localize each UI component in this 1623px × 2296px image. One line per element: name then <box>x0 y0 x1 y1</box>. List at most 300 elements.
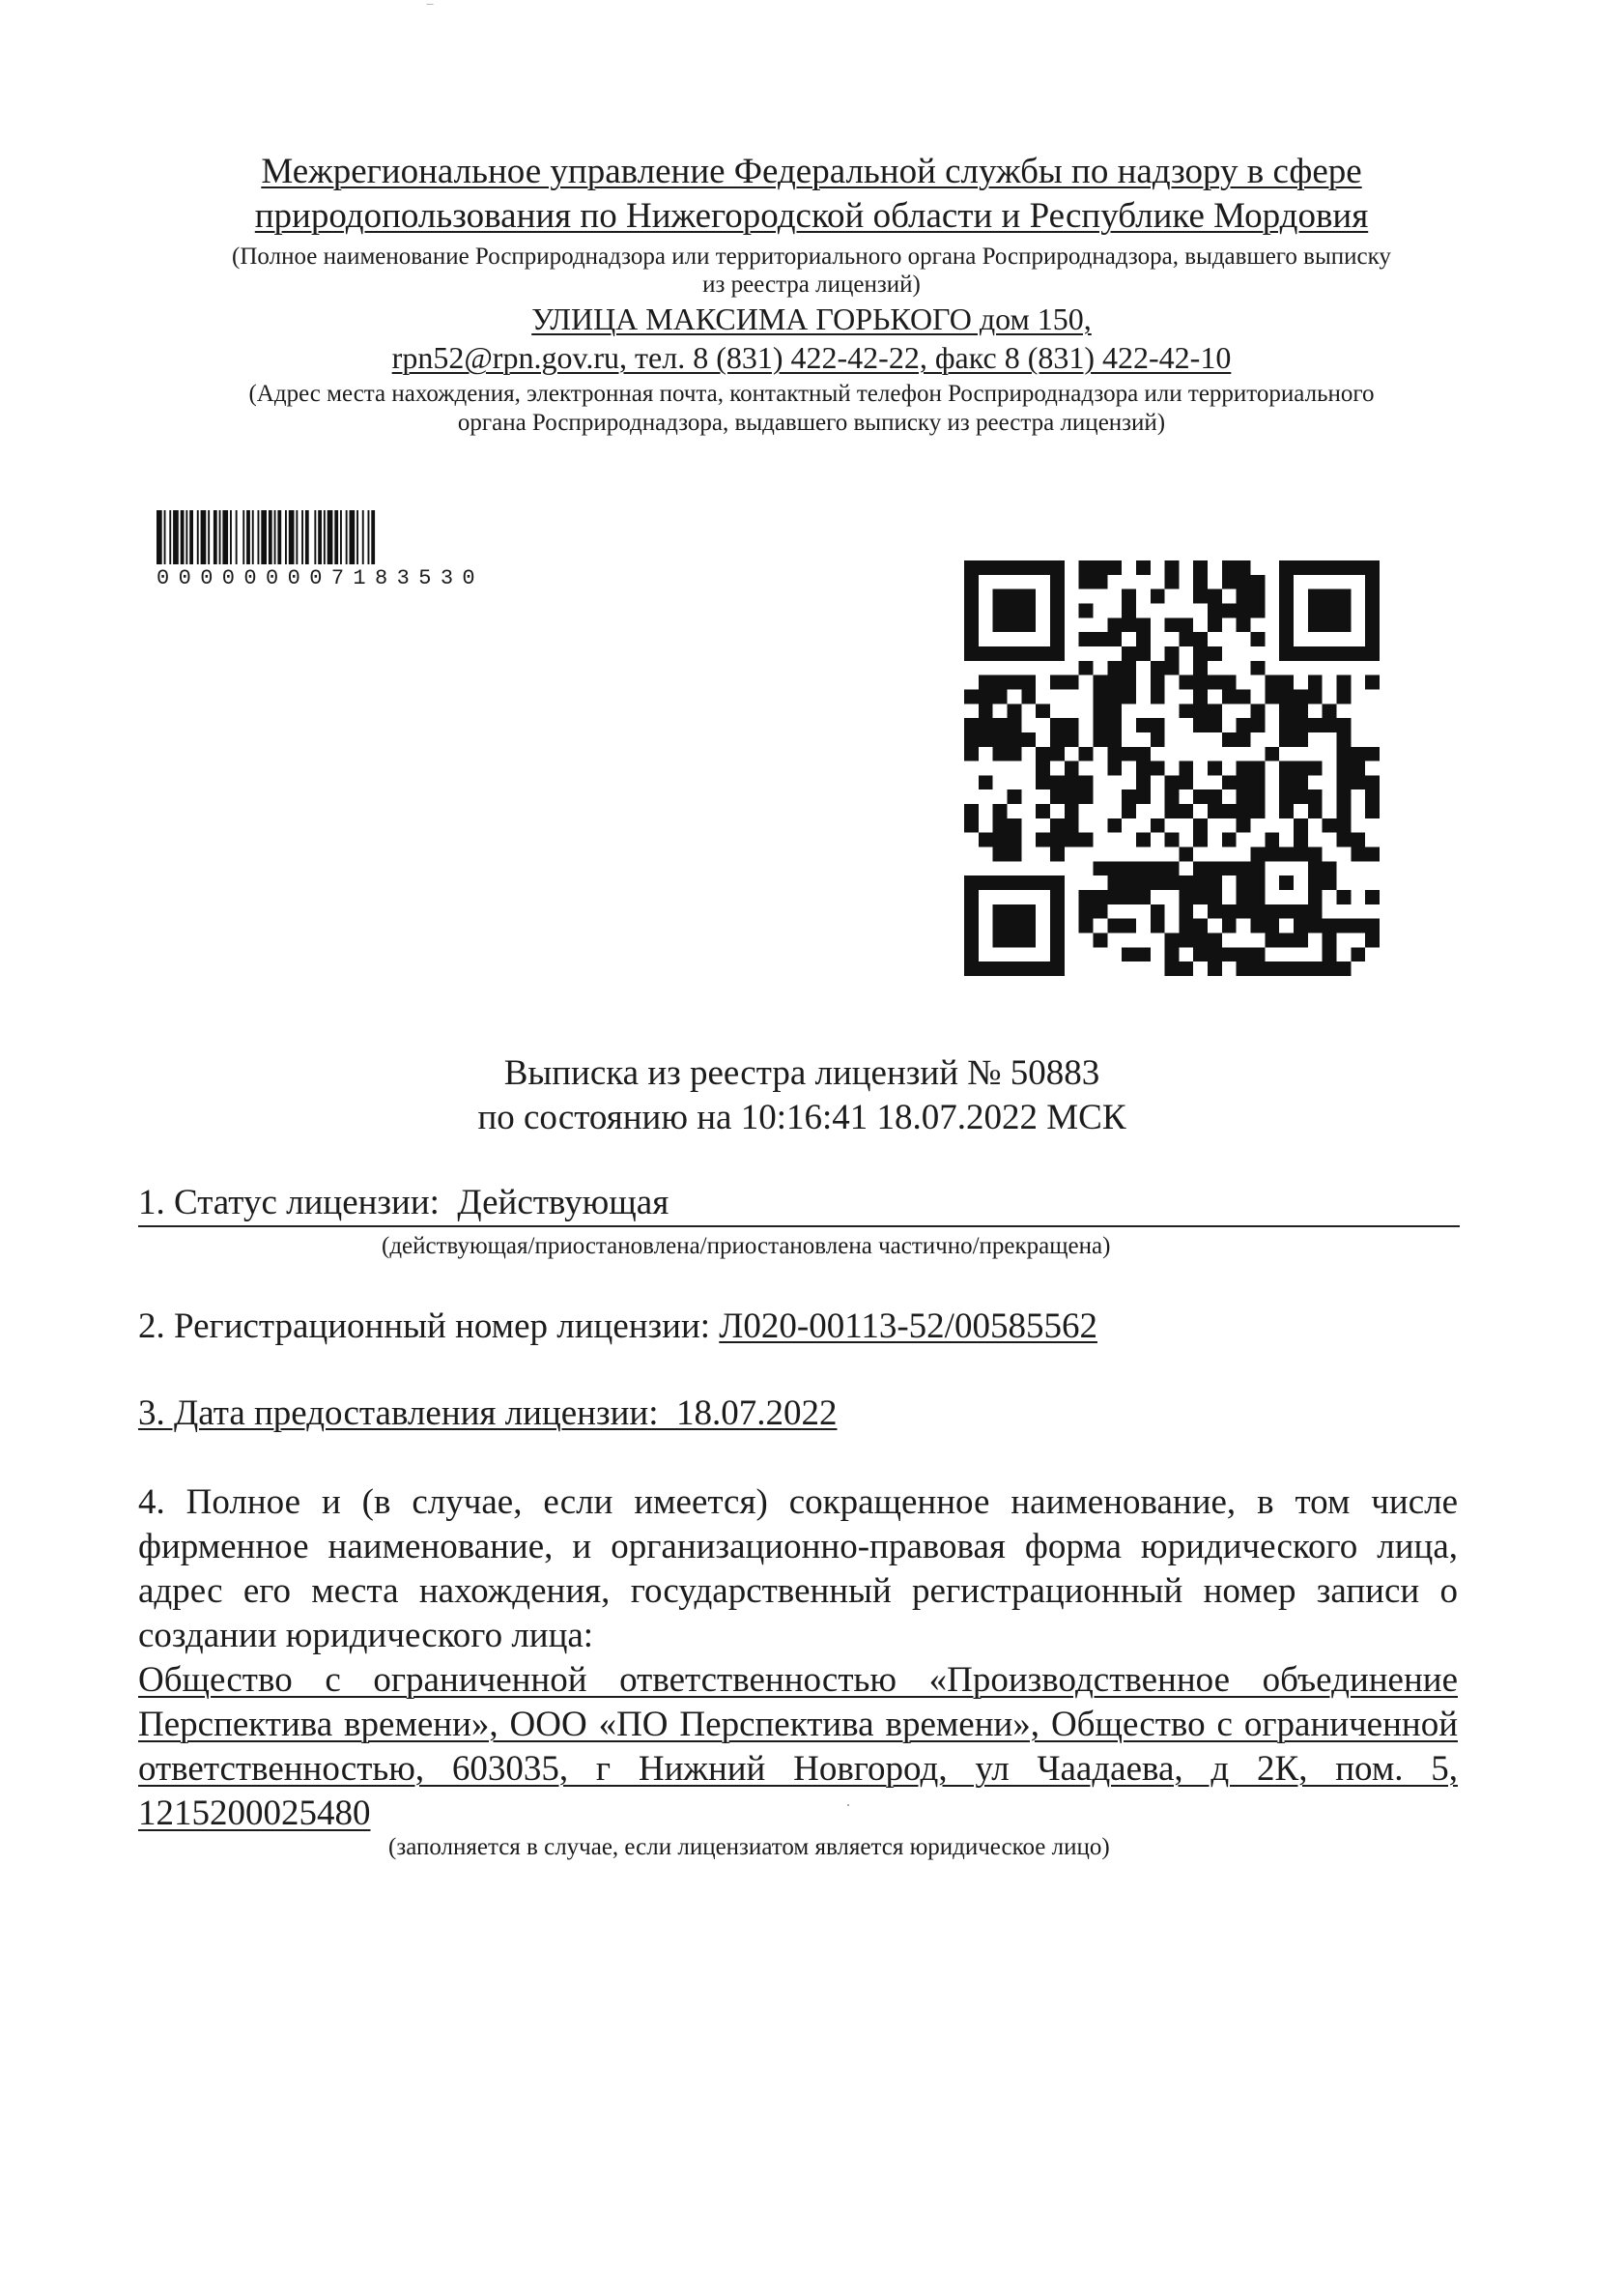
qr-module <box>1193 689 1208 703</box>
barcode-bar <box>350 510 356 564</box>
qr-module <box>1237 789 1251 804</box>
qr-module <box>1079 560 1094 575</box>
qr-module <box>1151 861 1165 875</box>
qr-module <box>1237 961 1251 976</box>
qr-module <box>1193 833 1208 847</box>
qr-module <box>1208 761 1222 776</box>
status-value: Действующая <box>457 1183 669 1222</box>
qr-module <box>1237 804 1251 818</box>
qr-module <box>1237 732 1251 747</box>
qr-module <box>993 589 1036 632</box>
qr-module <box>1079 890 1094 904</box>
qr-module <box>1093 575 1107 589</box>
qr-module <box>1179 675 1193 690</box>
address-hint-line1: (Адрес места нахождения, электронная почта, контактный телефон Росприроднадзора или территориального <box>248 381 1375 407</box>
qr-module <box>1165 861 1180 875</box>
qr-module <box>1208 675 1222 690</box>
qr-module <box>1050 675 1065 690</box>
qr-module <box>1036 833 1050 847</box>
qr-module <box>1208 804 1222 818</box>
qr-module <box>1351 947 1365 961</box>
qr-module <box>993 818 1008 833</box>
qr-module <box>1179 933 1193 948</box>
qr-module <box>1165 804 1180 818</box>
qr-module <box>1007 818 1021 833</box>
qr-module <box>1065 718 1079 732</box>
status-label: 1. Статус лицензии: <box>138 1183 440 1222</box>
qr-module <box>1007 847 1021 862</box>
qr-module <box>1107 761 1122 776</box>
qr-module <box>1093 732 1107 747</box>
qr-code-graphic <box>964 560 1380 976</box>
qr-module <box>1179 847 1193 862</box>
qr-module <box>1079 575 1094 589</box>
qr-module <box>1151 661 1165 675</box>
date-field <box>138 1392 837 1436</box>
qr-module <box>1122 804 1136 818</box>
qr-module <box>1337 718 1352 732</box>
issuer-address-line1: УЛИЦА МАКСИМА ГОРЬКОГО дом 150, <box>531 301 1092 336</box>
barcode-bar <box>334 510 338 564</box>
qr-module <box>1122 919 1136 933</box>
qr-module <box>993 747 1008 761</box>
qr-module <box>1065 833 1079 847</box>
qr-module <box>1251 589 1266 604</box>
qr-module <box>1337 789 1352 804</box>
qr-module <box>1308 718 1323 732</box>
qr-module <box>1136 646 1151 661</box>
qr-module <box>1107 675 1122 690</box>
date-label: 3. Дата предоставления лицензии: <box>138 1393 659 1433</box>
qr-module <box>1065 775 1079 789</box>
qr-module <box>1265 833 1279 847</box>
barcode-bar <box>242 510 244 564</box>
barcode-bar <box>173 510 179 564</box>
barcode-bar <box>181 510 185 564</box>
scan-speck: · <box>845 1795 851 1815</box>
qr-module <box>1179 890 1193 904</box>
qr-module <box>1193 589 1208 604</box>
qr-module <box>1136 718 1151 732</box>
qr-module <box>979 703 993 718</box>
qr-module <box>1323 861 1337 875</box>
qr-module <box>1136 775 1151 789</box>
qr-module <box>1222 947 1237 961</box>
qr-module <box>1265 747 1279 761</box>
qr-module <box>1265 933 1279 948</box>
qr-module <box>1294 689 1308 703</box>
qr-module <box>1279 875 1294 890</box>
barcode-bar <box>219 510 221 564</box>
barcode-bar <box>230 510 232 564</box>
barcode-bar <box>305 510 309 564</box>
qr-module <box>1308 761 1323 776</box>
barcode-bar <box>362 510 364 564</box>
item4-value: Общество с ограниченной ответственностью «Производственное объединение Перспектива времени», ООО «ПО Перспектива времени», Общество с ограниченной ответственностью, 603035, г Нижний Новгород, ул Чаадаева, д 2К, пом. 5, 1215200025480 <box>138 1660 1458 1833</box>
qr-module <box>1222 732 1237 747</box>
barcode-bars <box>157 510 541 564</box>
qr-module <box>1337 747 1352 761</box>
qr-module <box>1208 875 1222 890</box>
qr-module <box>1337 689 1352 703</box>
qr-module <box>979 675 993 690</box>
qr-module <box>964 818 979 833</box>
barcode-bar <box>246 510 250 564</box>
qr-module <box>1151 761 1165 776</box>
qr-module <box>1065 804 1079 818</box>
qr-module <box>1165 575 1180 589</box>
qr-module <box>1151 675 1165 690</box>
barcode-bar <box>258 510 260 564</box>
qr-module <box>1251 603 1266 617</box>
barcode-bar <box>371 510 375 564</box>
qr-module <box>1208 589 1222 604</box>
qr-module <box>1107 732 1122 747</box>
qr-module <box>1179 703 1193 718</box>
qr-module <box>1208 861 1222 875</box>
barcode-bar <box>214 510 217 564</box>
qr-module <box>1079 747 1094 761</box>
qr-module <box>1251 632 1266 646</box>
barcode-bar <box>324 510 326 564</box>
status-underline <box>138 1225 1460 1227</box>
qr-module <box>1237 718 1251 732</box>
qr-module <box>1136 890 1151 904</box>
barcode-bar <box>277 510 281 564</box>
qr-module <box>1050 818 1065 833</box>
qr-module <box>1351 919 1365 933</box>
barcode-bar <box>327 510 333 564</box>
qr-module <box>1093 689 1107 703</box>
qr-module <box>1151 904 1165 919</box>
qr-module <box>1165 646 1180 661</box>
qr-module <box>1222 919 1237 933</box>
qr-module <box>1279 675 1294 690</box>
qr-module <box>1251 919 1266 933</box>
qr-module <box>1323 919 1337 933</box>
barcode-number: 000000007183530 <box>157 566 485 590</box>
barcode-bar <box>269 510 272 564</box>
qr-module <box>1122 646 1136 661</box>
qr-module <box>1151 732 1165 747</box>
qr-module <box>1365 675 1380 690</box>
status-field <box>138 1181 669 1225</box>
qr-module <box>1065 732 1079 747</box>
issuer-name-line2: природопользования по Нижегородской области и Республике Мордовия <box>254 196 1369 236</box>
qr-module <box>1093 632 1107 646</box>
barcode-bar <box>261 510 267 564</box>
qr-module <box>1222 904 1237 919</box>
qr-module <box>1136 747 1151 761</box>
qr-module <box>993 833 1008 847</box>
qr-module <box>1193 575 1208 589</box>
qr-module <box>1107 875 1122 890</box>
qr-module <box>964 732 979 747</box>
qr-module <box>1093 703 1107 718</box>
qr-module <box>964 718 979 732</box>
barcode-bar <box>301 510 303 564</box>
qr-module <box>1337 961 1352 976</box>
qr-module <box>1308 961 1323 976</box>
qr-module <box>1237 775 1251 789</box>
qr-module <box>1222 775 1237 789</box>
qr-module <box>1323 818 1337 833</box>
qr-module <box>964 804 979 818</box>
qr-module <box>1351 847 1365 862</box>
qr-module <box>1294 919 1308 933</box>
qr-module <box>1079 603 1094 617</box>
qr-module <box>1093 718 1107 732</box>
barcode-bar <box>157 510 162 564</box>
barcode-bar <box>169 510 171 564</box>
qr-module <box>1251 789 1266 804</box>
qr-module <box>1179 775 1193 789</box>
qr-module <box>1251 804 1266 818</box>
qr-module <box>1122 789 1136 804</box>
qr-module <box>993 732 1008 747</box>
qr-module <box>1294 703 1308 718</box>
qr-module <box>1036 775 1050 789</box>
qr-module <box>1323 703 1337 718</box>
qr-module <box>1193 818 1208 833</box>
qr-module <box>1165 947 1180 961</box>
qr-module <box>1179 904 1193 919</box>
qr-module <box>1208 904 1222 919</box>
qr-module <box>1007 732 1021 747</box>
qr-module <box>1107 703 1122 718</box>
barcode <box>157 510 543 590</box>
qr-module <box>1122 875 1136 890</box>
barcode-bar <box>318 510 322 564</box>
qr-module <box>1007 789 1021 804</box>
qr-module <box>1337 732 1352 747</box>
qr-module <box>1251 961 1266 976</box>
qr-module <box>1251 575 1266 589</box>
qr-module <box>1365 919 1380 933</box>
qr-module <box>1136 789 1151 804</box>
qr-module <box>1136 560 1151 575</box>
qr-module <box>1136 761 1151 776</box>
qr-module <box>1065 761 1079 776</box>
qr-module <box>1050 747 1065 761</box>
qr-module <box>1165 875 1180 890</box>
qr-module <box>1323 947 1337 961</box>
qr-module <box>1193 646 1208 661</box>
qr-module <box>1251 775 1266 789</box>
qr-module <box>1337 890 1352 904</box>
qr-module <box>1208 961 1222 976</box>
qr-module <box>1308 804 1323 818</box>
qr-module <box>1237 890 1251 904</box>
qr-module <box>1036 747 1050 761</box>
qr-module <box>1107 617 1122 632</box>
regnum-label: 2. Регистрационный номер лицензии: <box>138 1306 711 1346</box>
qr-module <box>1208 703 1222 718</box>
qr-module <box>1165 661 1180 675</box>
qr-module <box>1237 761 1251 776</box>
qr-module <box>1294 732 1308 747</box>
qr-module <box>1323 961 1337 976</box>
qr-module <box>1279 933 1294 948</box>
qr-module <box>1107 661 1122 675</box>
qr-module <box>1122 947 1136 961</box>
qr-module <box>1265 675 1279 690</box>
barcode-bar <box>185 510 187 564</box>
qr-module <box>1208 718 1222 732</box>
qr-module <box>1222 833 1237 847</box>
qr-module <box>1251 761 1266 776</box>
qr-module <box>1208 947 1222 961</box>
qr-module <box>1222 689 1237 703</box>
barcode-bar <box>274 510 276 564</box>
qr-module <box>1337 919 1352 933</box>
qr-module <box>1179 761 1193 776</box>
qr-module <box>1093 904 1107 919</box>
qr-module <box>1365 775 1380 789</box>
qr-module <box>1337 833 1352 847</box>
qr-module <box>1093 861 1107 875</box>
barcode-bar <box>296 510 298 564</box>
qr-module <box>979 689 993 703</box>
date-value: 18.07.2022 <box>675 1393 838 1433</box>
qr-module <box>1251 703 1266 718</box>
qr-module <box>1093 933 1107 948</box>
qr-module <box>1365 933 1380 948</box>
qr-module <box>1193 919 1208 933</box>
qr-module <box>1036 703 1050 718</box>
qr-module <box>1222 804 1237 818</box>
qr-module <box>1365 847 1380 862</box>
qr-module <box>1193 861 1208 875</box>
qr-module <box>1337 804 1352 818</box>
qr-module <box>1351 747 1365 761</box>
qr-module <box>1165 789 1180 804</box>
qr-module <box>1151 919 1165 933</box>
barcode-bar <box>208 510 210 564</box>
qr-module <box>1294 818 1308 833</box>
qr-module <box>1050 833 1065 847</box>
qr-module <box>1351 761 1365 776</box>
scan-speck: ‾ <box>427 2 433 21</box>
issuer-hint-line1: (Полное наименование Росприроднадзора или территориального органа Росприроднадзора, выдавшего выписку <box>232 244 1391 270</box>
qr-module <box>1007 718 1021 732</box>
item4-description: 4. Полное и (в случае, если имеется) сокращенное наименование, в том числе фирменное наименование, и организационно-правовая форма юридического лица, адрес его места нахождения, государственный регистрационный номер записи о создании юридического лица: <box>138 1482 1458 1655</box>
barcode-bar <box>340 510 342 564</box>
qr-module <box>1222 575 1237 589</box>
qr-module <box>1122 675 1136 690</box>
qr-module <box>1122 689 1136 703</box>
qr-module <box>1107 890 1122 904</box>
qr-module <box>1179 961 1193 976</box>
qr-module <box>1208 646 1222 661</box>
qr-module <box>979 775 993 789</box>
qr-module <box>1193 703 1208 718</box>
qr-module <box>1079 789 1094 804</box>
qr-module <box>1337 818 1352 833</box>
qr-module <box>1122 661 1136 675</box>
qr-module <box>1279 761 1294 776</box>
qr-module <box>1122 890 1136 904</box>
qr-module <box>1365 804 1380 818</box>
qr-module <box>1308 919 1323 933</box>
qr-module <box>1050 732 1065 747</box>
qr-module <box>1237 904 1251 919</box>
qr-module <box>1122 861 1136 875</box>
qr-module <box>1151 718 1165 732</box>
extract-state-date: по состоянию на 10:16:41 18.07.2022 МСК <box>477 1098 1126 1137</box>
qr-module <box>1079 775 1094 789</box>
barcode-bar <box>197 510 199 564</box>
qr-module <box>1279 789 1294 804</box>
qr-module <box>1036 761 1050 776</box>
qr-module <box>1193 933 1208 948</box>
qr-module <box>1107 861 1122 875</box>
barcode-bar <box>356 510 358 564</box>
qr-module <box>979 732 993 747</box>
qr-module <box>1136 833 1151 847</box>
qr-module <box>1050 789 1065 804</box>
qr-module <box>1279 961 1294 976</box>
qr-module <box>1193 560 1208 575</box>
qr-module <box>1122 747 1136 761</box>
qr-module <box>1165 560 1180 575</box>
qr-module <box>1136 617 1151 632</box>
qr-module <box>1308 689 1323 703</box>
qr-module <box>1151 589 1165 604</box>
status-hint: (действующая/приостановлена/приостановлена частично/прекращена) <box>382 1233 1111 1259</box>
qr-module <box>1165 961 1180 976</box>
qr-module <box>1107 689 1122 703</box>
barcode-bar <box>164 510 166 564</box>
qr-module <box>1351 833 1365 847</box>
qr-module <box>1365 890 1380 904</box>
issuer-hint-line2: из реестра лицензий) <box>702 272 921 298</box>
qr-module <box>993 675 1008 690</box>
qr-module <box>1136 632 1151 646</box>
qr-module <box>1237 861 1251 875</box>
barcode-bar <box>222 510 228 564</box>
qr-module <box>1237 575 1251 589</box>
qr-module <box>1179 632 1193 646</box>
qr-module <box>1237 589 1251 604</box>
qr-module <box>1093 890 1107 904</box>
qr-module <box>1323 718 1337 732</box>
qr-module <box>1165 617 1180 632</box>
qr-module <box>1208 890 1222 904</box>
qr-module <box>993 718 1008 732</box>
qr-module <box>1065 818 1079 833</box>
qr-module <box>1237 818 1251 833</box>
qr-module <box>1179 617 1193 632</box>
barcode-bar <box>314 510 316 564</box>
qr-module <box>1079 919 1094 933</box>
qr-module <box>1079 661 1094 675</box>
qr-module <box>1065 675 1079 690</box>
qr-module <box>1193 661 1208 675</box>
qr-module <box>1279 732 1294 747</box>
qr-module <box>1050 718 1065 732</box>
qr-code-icon <box>964 560 1380 981</box>
qr-module <box>1222 861 1237 875</box>
qr-module <box>1007 703 1021 718</box>
qr-module <box>1337 675 1352 690</box>
qr-module <box>1222 560 1237 575</box>
qr-module <box>1251 718 1266 732</box>
qr-module <box>1193 875 1208 890</box>
qr-module <box>1007 747 1021 761</box>
qr-module <box>1007 675 1021 690</box>
barcode-bar <box>201 510 207 564</box>
